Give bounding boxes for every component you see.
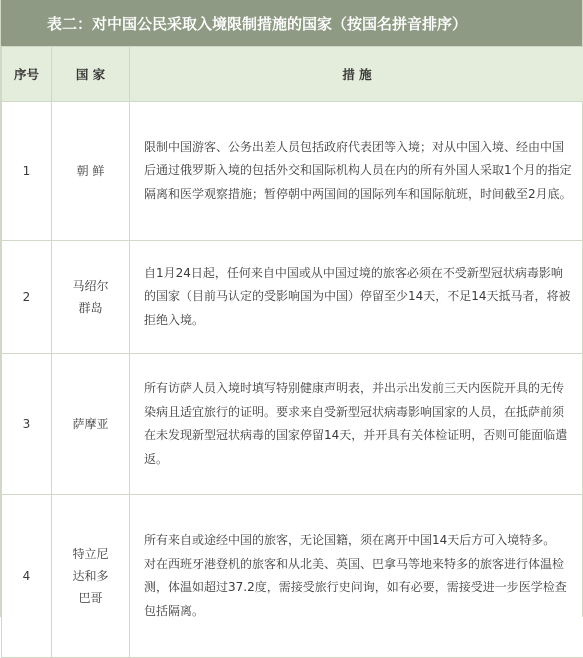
measure-paragraph: 限制中国游客、公务出差人员包括政府代表团等入境；对从中国入境、经由中国后通过俄罗斯入境的包括外交和国际机构人员在内的所有外国人采取1个月的指定隔离和医学观察措施；暂停朝中两国间的国际列车和国际航班，时间截至2月底。 (144, 136, 574, 207)
header-seq: 序号 (2, 47, 52, 102)
row-measures (130, 241, 583, 354)
row-country (52, 102, 130, 241)
row-country (52, 495, 130, 658)
table-row (2, 495, 583, 658)
country-line: 马绍尔 (56, 275, 125, 297)
row-measures (130, 102, 583, 241)
country-line: 萨摩亚 (56, 413, 125, 435)
measure-paragraph: 自1月24日起，任何来自中国或从中国过境的旅客必须在不受新型冠状病毒影响的国家（目前马认定的受影响国为中国）停留至少14天，不足14天抵马者，将被拒绝入境。 (144, 262, 574, 333)
table-row (2, 241, 583, 354)
table-row (2, 354, 583, 495)
header-country: 国 家 (52, 47, 130, 102)
header-row (2, 47, 583, 102)
row-seq: 1 (2, 102, 52, 241)
country-line: 巴哥 (56, 587, 125, 609)
table-row (2, 102, 583, 241)
country-line: 朝 鲜 (56, 160, 125, 182)
measure-paragraph: 对在西班牙港登机的旅客和从北美、英国、巴拿马等地来特多的旅客进行体温检测，体温如超过37.2度，需接受旅行史问询，如有必要，需接受进一步医学检查包括隔离。 (144, 553, 574, 624)
row-country (52, 354, 130, 495)
row-country (52, 241, 130, 354)
header-measures: 措 施 (130, 47, 583, 102)
table-title: 表二：对中国公民采取入境限制措施的国家（按国名拼音排序） (1, 0, 582, 46)
measures-table (1, 46, 583, 658)
measure-paragraph: 所有来自或途经中国的旅客，无论国籍，须在离开中国14天后方可入境特多。 (144, 529, 574, 553)
country-line: 达和多 (56, 565, 125, 587)
row-seq: 3 (2, 354, 52, 495)
country-line: 群岛 (56, 297, 125, 319)
row-measures (130, 354, 583, 495)
country-line: 特立尼 (56, 543, 125, 565)
row-seq: 4 (2, 495, 52, 658)
row-measures (130, 495, 583, 658)
row-seq: 2 (2, 241, 52, 354)
measure-paragraph: 所有访萨人员入境时填写特别健康声明表，并出示出发前三天内医院开具的无传染病且适宜旅行的证明。要求来自受新型冠状病毒影响国家的人员，在抵萨前须在未发现新型冠状病毒的国家停留14天，并开具有关体检证明，否则可能面临遣返。 (144, 377, 574, 471)
